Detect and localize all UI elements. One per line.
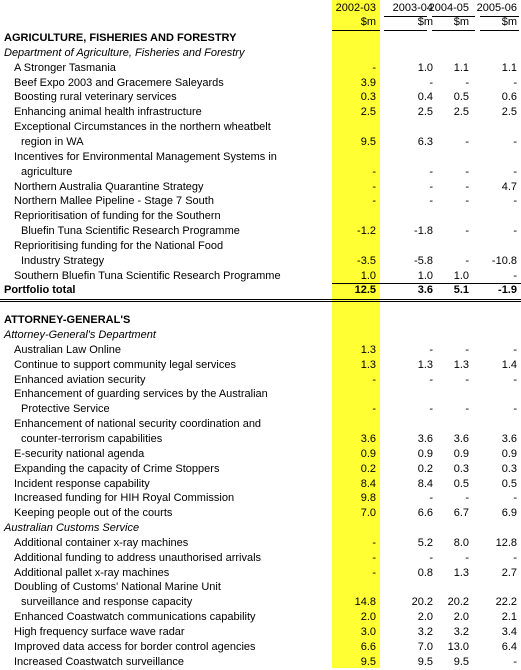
header-unit: $m <box>360 16 376 28</box>
cell-2005-06: 2.1 <box>501 611 517 624</box>
table-row <box>0 655 521 670</box>
table-row <box>0 343 521 358</box>
row-label: Reprioritisation of funding for the Southern <box>14 210 221 223</box>
cell-2003-04: 0.4 <box>417 91 433 104</box>
row-label: Boosting rural veterinary services <box>14 91 177 104</box>
table-row <box>0 90 521 105</box>
row-label: Exceptional Circumstances in the northern wheatbelt <box>14 121 271 134</box>
cell-2004-05: - <box>465 76 469 89</box>
row-label: A Stronger Tasmania <box>14 61 116 74</box>
row-label: Attorney-General's Department <box>4 329 156 341</box>
cell-2002-03: 14.8 <box>354 596 376 609</box>
cell-2004-05: 1.3 <box>453 358 469 371</box>
table-row <box>0 165 521 180</box>
cell-2005-06: 0.5 <box>501 477 517 490</box>
cell-2003-04: 20.2 <box>411 596 433 609</box>
cell-2002-03: - <box>372 165 376 178</box>
cell-2003-04: 9.5 <box>417 655 433 668</box>
cell-2004-05: - <box>465 403 469 416</box>
cell-2002-03: 9.5 <box>360 135 376 148</box>
cell-2003-04: 1.0 <box>417 61 433 74</box>
cell-2002-03: - <box>372 180 376 193</box>
cell-2002-03: - <box>372 373 376 386</box>
header-year-2003-04: 2003-04 <box>392 2 433 14</box>
header-unit: $m <box>417 16 433 28</box>
table-row <box>0 477 521 492</box>
cell-2003-04: 1.3 <box>417 358 433 371</box>
cell-2002-03: 2.5 <box>360 106 376 119</box>
cell-2002-03: 2.0 <box>360 611 376 624</box>
table-row <box>0 224 521 239</box>
row-label: Additional funding to address unauthorised arrivals <box>14 551 262 564</box>
row-label: counter-terrorism capabilities <box>21 432 163 445</box>
row-label: agriculture <box>21 165 73 178</box>
cell-2004-05: 13.0 <box>447 640 469 653</box>
table-row <box>0 373 521 388</box>
header-years-row <box>0 1 521 16</box>
cell-2002-03: 1.3 <box>360 358 376 371</box>
cell-2005-06: 22.2 <box>495 596 517 609</box>
row-label: Continue to support community legal services <box>14 358 236 371</box>
row-label: Doubling of Customs' National Marine Unit <box>14 581 221 594</box>
cell-2004-05: 5.1 <box>453 284 469 297</box>
department-heading-row <box>0 46 521 61</box>
row-label: AGRICULTURE, FISHERIES AND FORESTRY <box>4 32 237 44</box>
row-label: Increased Coastwatch surveillance <box>14 655 184 668</box>
cell-2005-06: 2.5 <box>501 106 517 119</box>
row-label: ATTORNEY-GENERAL'S <box>4 314 131 327</box>
table-row <box>0 254 521 269</box>
row-label: Australian Law Online <box>14 343 122 356</box>
row-label: Australian Customs Service <box>4 522 140 534</box>
cell-2004-05: - <box>465 225 469 237</box>
cell-2005-06: - <box>513 343 517 356</box>
header-year-2005-06: 2005-06 <box>476 2 517 14</box>
cell-2005-06: - <box>513 76 517 89</box>
cell-2002-03: 6.6 <box>360 640 376 653</box>
cell-2003-04: - <box>429 76 433 89</box>
cell-2004-05: - <box>465 551 469 564</box>
cell-2003-04: - <box>429 165 433 178</box>
cell-2005-06: -10.8 <box>491 254 517 267</box>
cell-2004-05: 1.0 <box>453 269 469 282</box>
table-row <box>0 120 521 135</box>
cell-2005-06: - <box>513 269 517 282</box>
cell-2004-05: 0.5 <box>453 477 469 490</box>
cell-2005-06: - <box>513 655 517 668</box>
cell-2005-06: - <box>513 373 517 386</box>
row-label: Enhanced Coastwatch communications capability <box>14 611 256 624</box>
table-row <box>0 506 521 521</box>
cell-2004-05: - <box>465 254 469 267</box>
table-row <box>0 150 521 165</box>
cell-2004-05: - <box>465 373 469 386</box>
header-unit: $m <box>453 16 469 28</box>
row-label: Portfolio total <box>4 284 76 297</box>
cell-2005-06: 6.9 <box>501 507 517 520</box>
section-heading-row <box>0 31 521 46</box>
table-row <box>0 566 521 581</box>
cell-2003-04: 8.4 <box>417 477 433 490</box>
cell-2003-04: 3.6 <box>417 432 433 445</box>
cell-2004-05: - <box>465 343 469 356</box>
table-row <box>0 417 521 432</box>
table-row <box>0 105 521 120</box>
cell-2002-03: 1.0 <box>360 269 376 282</box>
cell-2005-06: 12.8 <box>495 536 517 549</box>
section-heading-row <box>0 313 521 328</box>
cell-2003-04: 6.6 <box>417 507 433 520</box>
table-row <box>0 76 521 91</box>
header-year-2002-03: 2002-03 <box>335 2 376 14</box>
row-label: Enhanced aviation security <box>14 373 146 386</box>
cell-2004-05: - <box>465 195 469 208</box>
cell-2004-05: 6.7 <box>453 507 469 520</box>
portfolio-total-row <box>0 283 521 298</box>
cell-2003-04: 3.6 <box>417 284 433 297</box>
cell-2003-04: 5.2 <box>417 536 433 549</box>
table-row <box>0 447 521 462</box>
cell-2005-06: -1.9 <box>498 284 517 297</box>
table-row <box>0 625 521 640</box>
row-label: surveillance and response capacity <box>21 596 193 609</box>
header-unit: $m <box>501 16 517 28</box>
cell-2003-04: 0.2 <box>417 462 433 475</box>
row-label: Beef Expo 2003 and Gracemere Saleyards <box>14 76 224 89</box>
row-label: E-security national agenda <box>14 447 145 460</box>
row-label: Department of Agriculture, Fisheries and Forestry <box>4 46 245 59</box>
cell-2004-05: 8.0 <box>453 536 469 549</box>
row-label: Improved data access for border control agencies <box>14 640 256 653</box>
cell-2003-04: 1.0 <box>417 269 433 282</box>
cell-2004-05: 0.3 <box>453 462 469 475</box>
header-underline <box>384 16 427 17</box>
table-row <box>0 180 521 195</box>
table-row <box>0 209 521 224</box>
cell-2004-05: 3.2 <box>453 626 469 638</box>
cell-2003-04: 3.2 <box>417 626 433 638</box>
row-label: Industry Strategy <box>21 254 105 267</box>
cell-2002-03: 0.2 <box>360 462 376 475</box>
table-row <box>0 462 521 477</box>
table-row <box>0 610 521 625</box>
cell-2004-05: - <box>465 135 469 148</box>
table-row <box>0 580 521 595</box>
cell-2005-06: - <box>513 195 517 208</box>
cell-2005-06: 6.4 <box>501 640 517 653</box>
cell-2002-03: - <box>372 566 376 579</box>
cell-2003-04: - <box>429 551 433 564</box>
header-units-row <box>0 15 521 30</box>
cell-2003-04: -1.8 <box>414 225 433 237</box>
cell-2004-05: 2.5 <box>453 106 469 119</box>
table-row <box>0 358 521 373</box>
cell-2004-05: 1.3 <box>453 566 469 579</box>
cell-2002-03: 0.9 <box>360 447 376 460</box>
cell-2005-06: 1.4 <box>501 358 517 371</box>
table-row <box>0 194 521 209</box>
cell-2005-06: 4.7 <box>501 180 517 193</box>
cell-2002-03: -1.2 <box>357 225 376 237</box>
cell-2003-04: 2.5 <box>417 106 433 119</box>
cell-2002-03: 12.5 <box>354 284 376 297</box>
row-label: High frequency surface wave radar <box>14 626 185 638</box>
row-label: Keeping people out of the courts <box>14 507 173 520</box>
table-row <box>0 640 521 655</box>
row-label: Enhancement of guarding services by the Australian <box>14 388 268 401</box>
cell-2003-04: - <box>429 403 433 416</box>
cell-2005-06: 1.1 <box>501 61 517 74</box>
cell-2004-05: - <box>465 492 469 505</box>
cell-2004-05: 0.9 <box>453 447 469 460</box>
cell-2002-03: - <box>372 403 376 416</box>
cell-2002-03: 3.9 <box>360 76 376 89</box>
cell-2005-06: 2.7 <box>501 566 517 579</box>
row-label: Additional container x-ray machines <box>14 536 189 549</box>
table-row <box>0 269 521 284</box>
row-label: Incentives for Environmental Management Systems in <box>14 150 277 163</box>
cell-2003-04: 2.0 <box>417 611 433 624</box>
cell-2002-03: 8.4 <box>360 477 376 490</box>
row-label: Enhancing animal health infrastructure <box>14 106 202 119</box>
cell-2005-06: 0.9 <box>501 447 517 460</box>
table-row <box>0 432 521 447</box>
cell-2003-04: - <box>429 195 433 208</box>
row-label: Southern Bluefin Tuna Scientific Research Programme <box>14 269 281 282</box>
cell-2003-04: - <box>429 373 433 386</box>
cell-2003-04: - <box>429 180 433 193</box>
cell-2004-05: 3.6 <box>453 432 469 445</box>
row-label: Increased funding for HIH Royal Commission <box>14 492 235 505</box>
cell-2005-06: - <box>513 403 517 416</box>
table-row <box>0 402 521 417</box>
row-label: Expanding the capacity of Crime Stoppers <box>14 462 220 475</box>
cell-2004-05: 0.5 <box>453 91 469 104</box>
table-row <box>0 61 521 76</box>
cell-2005-06: - <box>513 492 517 505</box>
cell-2003-04: -5.8 <box>414 254 433 267</box>
row-label: Additional pallet x-ray machines <box>14 566 170 579</box>
cell-2002-03: 1.3 <box>360 343 376 356</box>
cell-2005-06: 3.4 <box>501 626 517 638</box>
row-label: Northern Mallee Pipeline - Stage 7 South <box>14 195 214 208</box>
cell-2002-03: - <box>372 536 376 549</box>
table-row <box>0 491 521 506</box>
row-label: Incident response capability <box>14 477 150 490</box>
cell-2005-06: - <box>513 551 517 564</box>
cell-2002-03: 3.6 <box>360 432 376 445</box>
cell-2004-05: 9.5 <box>453 655 469 668</box>
cell-2005-06: 3.6 <box>501 432 517 445</box>
row-label: region in WA <box>21 135 84 148</box>
cell-2005-06: - <box>513 225 517 237</box>
cell-2003-04: 0.9 <box>417 447 433 460</box>
cell-2002-03: 0.3 <box>360 91 376 104</box>
cell-2004-05: - <box>465 165 469 178</box>
header-year-2004-05: 2004-05 <box>428 2 469 14</box>
header-underline <box>432 16 475 17</box>
cell-2002-03: 9.5 <box>360 655 376 668</box>
table-row <box>0 239 521 254</box>
cell-2004-05: 2.0 <box>453 611 469 624</box>
cell-2002-03: - <box>372 195 376 208</box>
cell-2002-03: 3.0 <box>360 626 376 638</box>
row-label: Northern Australia Quarantine Strategy <box>14 180 204 193</box>
cell-2002-03: 7.0 <box>360 507 376 520</box>
row-label: Reprioritising funding for the National Food <box>14 239 224 252</box>
table-row <box>0 536 521 551</box>
cell-2003-04: - <box>429 343 433 356</box>
table-row <box>0 595 521 610</box>
table-row <box>0 387 521 402</box>
row-label: Enhancement of national security coordination and <box>14 418 262 431</box>
cell-2002-03: - <box>372 551 376 564</box>
cell-2005-06: 0.6 <box>501 91 517 104</box>
table-row <box>0 135 521 150</box>
cell-2005-06: - <box>513 165 517 178</box>
cell-2003-04: 6.3 <box>417 135 433 148</box>
row-label: Protective Service <box>21 403 110 416</box>
header-underline <box>480 16 519 17</box>
department-heading-row <box>0 328 521 343</box>
table-row <box>0 551 521 566</box>
row-label: Bluefin Tuna Scientific Research Programme <box>21 225 240 237</box>
cell-2003-04: - <box>429 492 433 505</box>
cell-2002-03: - <box>372 61 376 74</box>
cell-2002-03: 9.8 <box>360 492 376 505</box>
cell-2003-04: 0.8 <box>417 566 433 579</box>
cell-2004-05: 20.2 <box>447 596 469 609</box>
cell-2005-06: 0.3 <box>501 462 517 475</box>
cell-2002-03: -3.5 <box>357 254 376 267</box>
cell-2003-04: 7.0 <box>417 640 433 653</box>
spacer-row <box>0 298 521 313</box>
cell-2005-06: - <box>513 135 517 148</box>
cell-2004-05: 1.1 <box>453 61 469 74</box>
department-heading-row <box>0 521 521 536</box>
cell-2004-05: - <box>465 180 469 193</box>
